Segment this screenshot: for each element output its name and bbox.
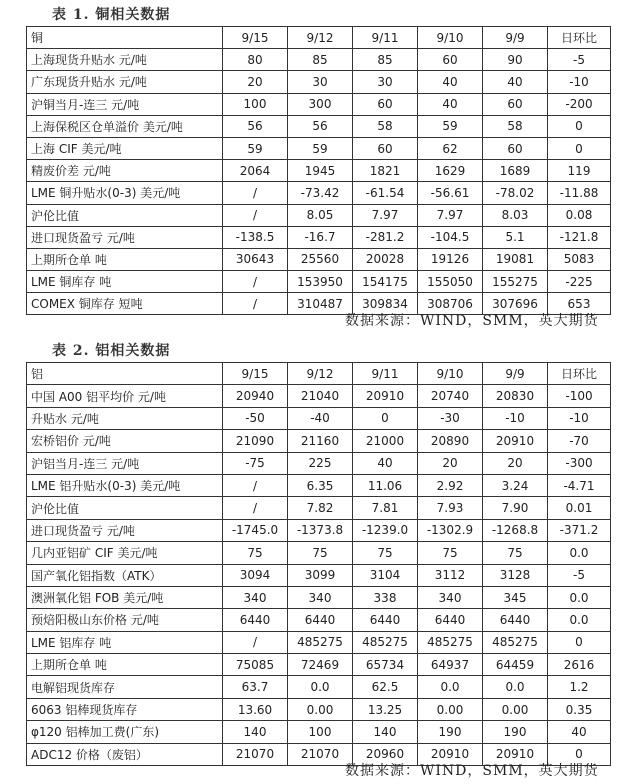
value-cell: 75: [353, 542, 418, 564]
value-cell: 3104: [353, 564, 418, 586]
value-cell: 7.90: [483, 497, 548, 519]
value-cell: 25560: [288, 248, 353, 270]
row-label-cell: 宏桥铝价 元/吨: [27, 430, 223, 452]
value-cell: 300: [288, 93, 353, 115]
value-cell: 72469: [288, 654, 353, 676]
table-row: [27, 160, 611, 182]
value-cell: 0.0: [418, 676, 483, 698]
value-cell: 3112: [418, 564, 483, 586]
value-cell: 75085: [223, 654, 288, 676]
value-cell: 2616: [548, 654, 611, 676]
value-cell: /: [223, 497, 288, 519]
value-cell: -1239.0: [353, 519, 418, 541]
value-cell: 0.0: [548, 542, 611, 564]
value-cell: 307696: [483, 293, 548, 315]
row-label-cell: LME 铝库存 吨: [27, 631, 223, 653]
value-cell: 9/9: [483, 27, 548, 49]
table-row: [27, 93, 611, 115]
value-cell: 5083: [548, 248, 611, 270]
value-cell: -225: [548, 271, 611, 293]
value-cell: 0: [548, 743, 611, 765]
value-cell: 6440: [288, 609, 353, 631]
value-cell: 0.08: [548, 204, 611, 226]
table-header-row: [27, 27, 611, 49]
value-cell: 1689: [483, 160, 548, 182]
value-cell: 60: [483, 137, 548, 159]
value-cell: -56.61: [418, 182, 483, 204]
row-label-cell: 预焙阳极山东价格 元/吨: [27, 609, 223, 631]
row-label-cell: 沪铝当月-连三 元/吨: [27, 452, 223, 474]
value-cell: -40: [288, 407, 353, 429]
value-cell: 0: [548, 631, 611, 653]
value-cell: /: [223, 474, 288, 496]
row-label-cell: 进口现货盈亏 元/吨: [27, 226, 223, 248]
value-cell: /: [223, 271, 288, 293]
table-row: [27, 271, 611, 293]
table-row: [27, 654, 611, 676]
value-cell: 0.00: [483, 698, 548, 720]
value-cell: 58: [353, 115, 418, 137]
value-cell: 21090: [223, 430, 288, 452]
table-row: [27, 137, 611, 159]
value-cell: 9/11: [353, 27, 418, 49]
value-cell: 9/15: [223, 27, 288, 49]
value-cell: 0.00: [418, 698, 483, 720]
value-cell: 140: [353, 721, 418, 743]
value-cell: 7.93: [418, 497, 483, 519]
value-cell: 653: [548, 293, 611, 315]
value-cell: 19081: [483, 248, 548, 270]
table-row: [27, 115, 611, 137]
value-cell: 9/10: [418, 363, 483, 385]
row-label-cell: 进口现货盈亏 元/吨: [27, 519, 223, 541]
value-cell: 485275: [288, 631, 353, 653]
value-cell: 65734: [353, 654, 418, 676]
value-cell: 85: [288, 49, 353, 71]
value-cell: 30643: [223, 248, 288, 270]
value-cell: -104.5: [418, 226, 483, 248]
value-cell: 9/15: [223, 363, 288, 385]
value-cell: 13.25: [353, 698, 418, 720]
value-cell: 0: [353, 407, 418, 429]
value-cell: 338: [353, 586, 418, 608]
row-label-cell: 上期所仓单 吨: [27, 654, 223, 676]
value-cell: 0: [548, 137, 611, 159]
value-cell: 6.35: [288, 474, 353, 496]
value-cell: 309834: [353, 293, 418, 315]
value-cell: -100: [548, 385, 611, 407]
value-cell: 30: [288, 71, 353, 93]
value-cell: 3099: [288, 564, 353, 586]
value-cell: 64937: [418, 654, 483, 676]
row-label-cell: 沪铜当月-连三 元/吨: [27, 93, 223, 115]
row-label-cell: 沪伦比值: [27, 497, 223, 519]
row-label-cell: 几内亚铝矿 CIF 美元/吨: [27, 542, 223, 564]
row-label-cell: 澳洲氧化铝 FOB 美元/吨: [27, 586, 223, 608]
value-cell: -281.2: [353, 226, 418, 248]
value-cell: 59: [288, 137, 353, 159]
value-cell: -1302.9: [418, 519, 483, 541]
row-label-cell: 国产氧化铝指数（ATK）: [27, 564, 223, 586]
value-cell: 9/11: [353, 363, 418, 385]
table-row: [27, 385, 611, 407]
value-cell: 60: [353, 93, 418, 115]
value-cell: 190: [418, 721, 483, 743]
value-cell: 20: [223, 71, 288, 93]
value-cell: 40: [548, 721, 611, 743]
value-cell: 40: [418, 71, 483, 93]
aluminum-table-caption: 表 2. 铝相关数据: [52, 343, 171, 359]
table-row: [27, 71, 611, 93]
row-label-cell: 上海 CIF 美元/吨: [27, 137, 223, 159]
value-cell: 64459: [483, 654, 548, 676]
value-cell: 59: [223, 137, 288, 159]
value-cell: -78.02: [483, 182, 548, 204]
value-cell: 308706: [418, 293, 483, 315]
value-cell: 20028: [353, 248, 418, 270]
table-row: [27, 519, 611, 541]
value-cell: 20890: [418, 430, 483, 452]
value-cell: 58: [483, 115, 548, 137]
value-cell: 2064: [223, 160, 288, 182]
row-label-cell: LME 铝升贴水(0-3) 美元/吨: [27, 474, 223, 496]
value-cell: 日环比: [548, 27, 611, 49]
value-cell: -5: [548, 49, 611, 71]
value-cell: 6440: [223, 609, 288, 631]
value-cell: 3128: [483, 564, 548, 586]
table-row: [27, 49, 611, 71]
value-cell: 30: [353, 71, 418, 93]
value-cell: 345: [483, 586, 548, 608]
value-cell: 8.03: [483, 204, 548, 226]
value-cell: 155275: [483, 271, 548, 293]
value-cell: 9/9: [483, 363, 548, 385]
value-cell: 75: [288, 542, 353, 564]
value-cell: -70: [548, 430, 611, 452]
row-label-cell: 升贴水 元/吨: [27, 407, 223, 429]
value-cell: 3094: [223, 564, 288, 586]
value-cell: 20740: [418, 385, 483, 407]
aluminum-data-source: 数据来源：WIND，SMM，英大期货: [345, 763, 599, 779]
value-cell: 20: [418, 452, 483, 474]
value-cell: 1821: [353, 160, 418, 182]
value-cell: 2.92: [418, 474, 483, 496]
row-label-cell: 中国 A00 铝平均价 元/吨: [27, 385, 223, 407]
row-label-cell: 沪伦比值: [27, 204, 223, 226]
value-cell: 21040: [288, 385, 353, 407]
value-cell: 59: [418, 115, 483, 137]
value-cell: 340: [288, 586, 353, 608]
value-cell: 1.2: [548, 676, 611, 698]
value-cell: -30: [418, 407, 483, 429]
table-row: [27, 226, 611, 248]
table-row: [27, 407, 611, 429]
value-cell: 56: [288, 115, 353, 137]
value-cell: 21160: [288, 430, 353, 452]
value-cell: -75: [223, 452, 288, 474]
table-row: [27, 631, 611, 653]
table-row: [27, 698, 611, 720]
value-cell: /: [223, 182, 288, 204]
value-cell: 90: [483, 49, 548, 71]
table-row: [27, 452, 611, 474]
value-cell: 20940: [223, 385, 288, 407]
table-row: [27, 204, 611, 226]
value-cell: 日环比: [548, 363, 611, 385]
copper-data-source: 数据来源：WIND，SMM，英大期货: [345, 313, 599, 329]
value-cell: 0.01: [548, 497, 611, 519]
table-row: [27, 676, 611, 698]
copper-table-caption: 表 1. 铜相关数据: [52, 7, 171, 23]
value-cell: -5: [548, 564, 611, 586]
value-cell: 60: [353, 137, 418, 159]
table-row: [27, 542, 611, 564]
value-cell: /: [223, 631, 288, 653]
value-cell: -300: [548, 452, 611, 474]
table-row: [27, 248, 611, 270]
value-cell: 60: [418, 49, 483, 71]
value-cell: -16.7: [288, 226, 353, 248]
row-label-cell: ADC12 价格（废铝）: [27, 743, 223, 765]
row-label-cell: 广东现货升贴水 元/吨: [27, 71, 223, 93]
value-cell: 7.97: [418, 204, 483, 226]
value-cell: 40: [418, 93, 483, 115]
value-cell: 6440: [483, 609, 548, 631]
value-cell: 85: [353, 49, 418, 71]
value-cell: 5.1: [483, 226, 548, 248]
value-cell: 13.60: [223, 698, 288, 720]
value-cell: 0.00: [288, 698, 353, 720]
value-cell: 7.82: [288, 497, 353, 519]
aluminum-data-table: [26, 362, 611, 766]
row-label-cell: 铜: [27, 27, 223, 49]
value-cell: 154175: [353, 271, 418, 293]
value-cell: 75: [418, 542, 483, 564]
value-cell: 40: [353, 452, 418, 474]
table-row: [27, 474, 611, 496]
table-row: [27, 564, 611, 586]
value-cell: 9/12: [288, 27, 353, 49]
row-label-cell: LME 铜库存 吨: [27, 271, 223, 293]
table-row: [27, 609, 611, 631]
value-cell: 119: [548, 160, 611, 182]
copper-data-table: [26, 26, 611, 315]
value-cell: -371.2: [548, 519, 611, 541]
value-cell: 9/10: [418, 27, 483, 49]
row-label-cell: LME 铜升贴水(0-3) 美元/吨: [27, 182, 223, 204]
value-cell: 19126: [418, 248, 483, 270]
value-cell: 0.35: [548, 698, 611, 720]
value-cell: 310487: [288, 293, 353, 315]
value-cell: -10: [483, 407, 548, 429]
value-cell: -121.8: [548, 226, 611, 248]
table-row: [27, 430, 611, 452]
value-cell: 1945: [288, 160, 353, 182]
value-cell: 6440: [353, 609, 418, 631]
row-label-cell: 上海保税区仓单溢价 美元/吨: [27, 115, 223, 137]
value-cell: 20910: [418, 743, 483, 765]
value-cell: 7.81: [353, 497, 418, 519]
table-row: [27, 586, 611, 608]
row-label-cell: 铝: [27, 363, 223, 385]
value-cell: 7.97: [353, 204, 418, 226]
value-cell: 155050: [418, 271, 483, 293]
value-cell: 20910: [353, 385, 418, 407]
value-cell: 11.06: [353, 474, 418, 496]
value-cell: 20910: [483, 743, 548, 765]
value-cell: 62.5: [353, 676, 418, 698]
value-cell: 20: [483, 452, 548, 474]
value-cell: 225: [288, 452, 353, 474]
value-cell: 100: [223, 93, 288, 115]
value-cell: 9/12: [288, 363, 353, 385]
value-cell: 340: [223, 586, 288, 608]
value-cell: 56: [223, 115, 288, 137]
row-label-cell: 电解铝现货库存: [27, 676, 223, 698]
value-cell: -61.54: [353, 182, 418, 204]
value-cell: -1745.0: [223, 519, 288, 541]
value-cell: 75: [483, 542, 548, 564]
value-cell: 153950: [288, 271, 353, 293]
value-cell: 100: [288, 721, 353, 743]
value-cell: 21070: [223, 743, 288, 765]
value-cell: 0.0: [483, 676, 548, 698]
value-cell: 62: [418, 137, 483, 159]
row-label-cell: 精废价差 元/吨: [27, 160, 223, 182]
value-cell: -50: [223, 407, 288, 429]
table-row: [27, 721, 611, 743]
value-cell: 0.0: [288, 676, 353, 698]
value-cell: 190: [483, 721, 548, 743]
table-row: [27, 497, 611, 519]
value-cell: 20830: [483, 385, 548, 407]
value-cell: -10: [548, 407, 611, 429]
value-cell: 3.24: [483, 474, 548, 496]
row-label-cell: 上海现货升贴水 元/吨: [27, 49, 223, 71]
value-cell: -200: [548, 93, 611, 115]
value-cell: 1629: [418, 160, 483, 182]
value-cell: -73.42: [288, 182, 353, 204]
value-cell: -1268.8: [483, 519, 548, 541]
value-cell: 140: [223, 721, 288, 743]
value-cell: 0.0: [548, 609, 611, 631]
value-cell: 21070: [288, 743, 353, 765]
table-header-row: [27, 363, 611, 385]
row-label-cell: φ120 铝棒加工费(广东): [27, 721, 223, 743]
row-label-cell: 6063 铝棒现货库存: [27, 698, 223, 720]
value-cell: /: [223, 204, 288, 226]
value-cell: 20910: [483, 430, 548, 452]
value-cell: -138.5: [223, 226, 288, 248]
value-cell: 0: [548, 115, 611, 137]
value-cell: 8.05: [288, 204, 353, 226]
value-cell: 63.7: [223, 676, 288, 698]
value-cell: /: [223, 293, 288, 315]
value-cell: 80: [223, 49, 288, 71]
value-cell: 485275: [353, 631, 418, 653]
value-cell: -11.88: [548, 182, 611, 204]
value-cell: -4.71: [548, 474, 611, 496]
value-cell: 485275: [483, 631, 548, 653]
table-row: [27, 182, 611, 204]
row-label-cell: COMEX 铜库存 短吨: [27, 293, 223, 315]
value-cell: 0.0: [548, 586, 611, 608]
value-cell: 21000: [353, 430, 418, 452]
value-cell: 60: [483, 93, 548, 115]
value-cell: 20960: [353, 743, 418, 765]
value-cell: 340: [418, 586, 483, 608]
value-cell: 75: [223, 542, 288, 564]
value-cell: 485275: [418, 631, 483, 653]
value-cell: 6440: [418, 609, 483, 631]
value-cell: -10: [548, 71, 611, 93]
value-cell: -1373.8: [288, 519, 353, 541]
row-label-cell: 上期所仓单 吨: [27, 248, 223, 270]
value-cell: 40: [483, 71, 548, 93]
